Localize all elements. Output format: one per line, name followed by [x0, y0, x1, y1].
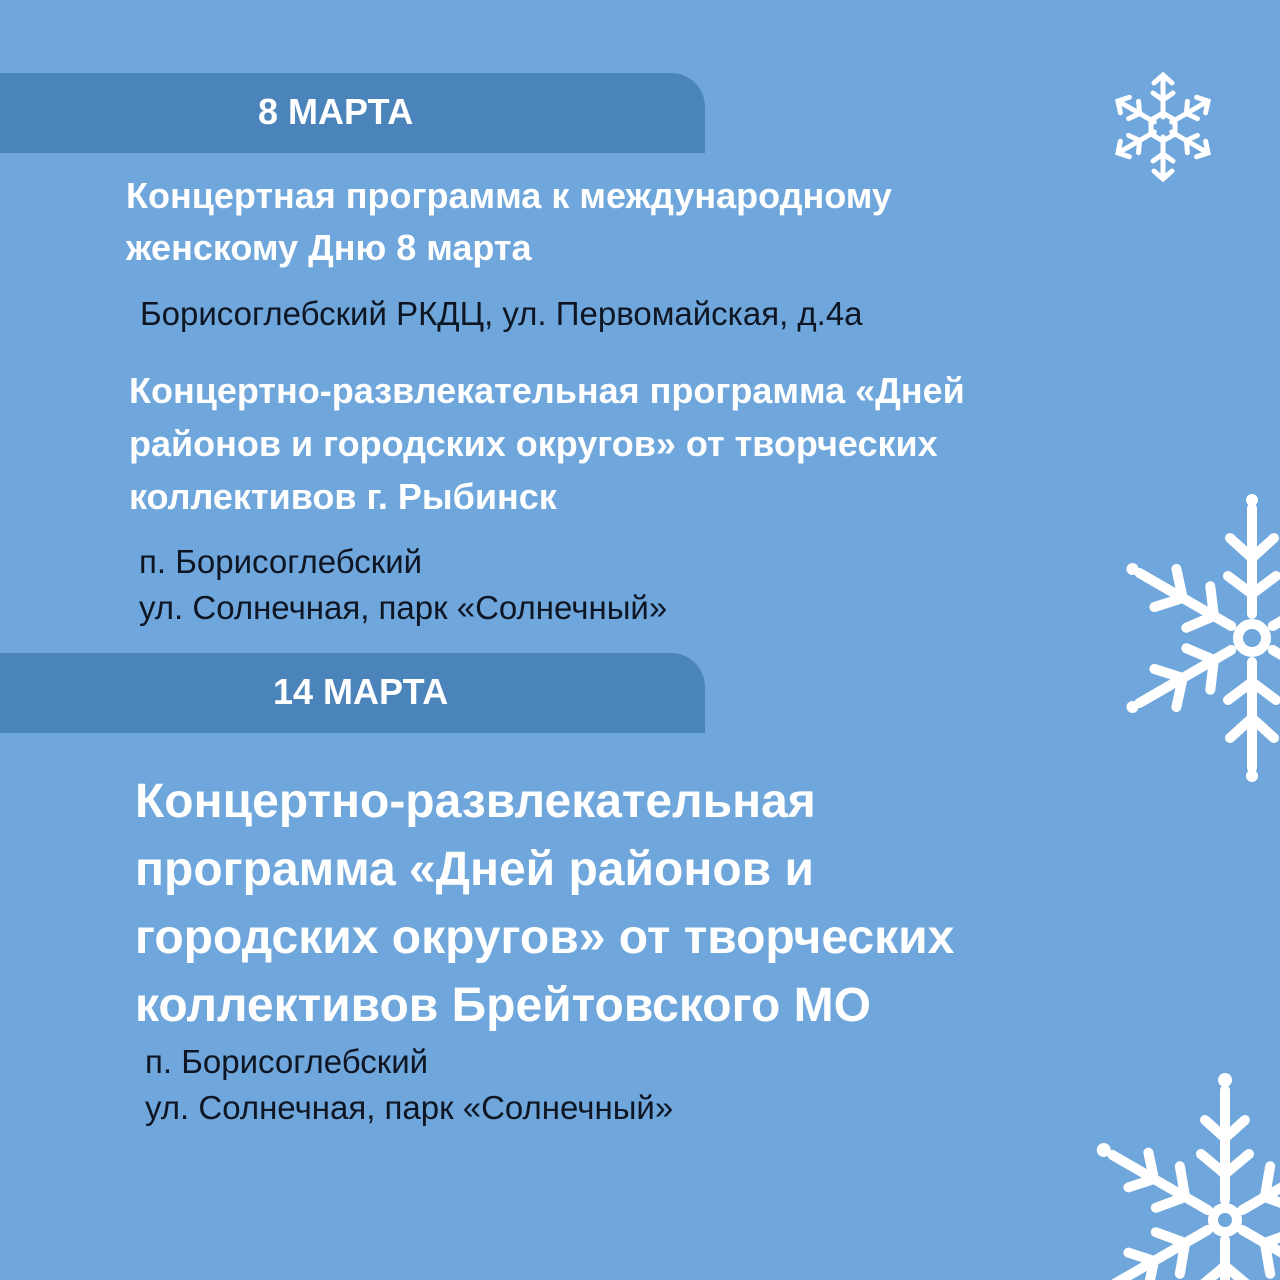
date-label: 8 МАРТА — [258, 91, 414, 132]
event-address — [145, 1039, 673, 1131]
event-title-line: коллективов Брейтовского МО — [135, 979, 871, 1032]
snowflake-icon — [1122, 488, 1280, 788]
snowflake-icon — [1100, 72, 1226, 182]
event-title-line: коллективов г. Рыбинск — [129, 476, 557, 517]
event-title-line: женскому Дню 8 марта — [126, 227, 532, 268]
date-banner-14-march — [0, 653, 705, 733]
event-address — [139, 539, 667, 631]
event-title — [129, 364, 965, 523]
event-title-line: Концертно-развлекательная программа «Дней — [129, 370, 965, 411]
event-title — [135, 768, 954, 1040]
event-address-line: Борисоглебский РКДЦ, ул. Первомайская, д.4а — [140, 295, 863, 332]
event-title-line: районов и городских округов» от творческих — [129, 423, 938, 464]
event-address-line: п. Борисоглебский — [139, 543, 423, 580]
event-title-line: Концертная программа к международному — [126, 175, 892, 216]
date-banner-8-march — [0, 73, 705, 153]
event-title — [126, 170, 892, 274]
snowflake-icon — [1080, 1070, 1280, 1280]
event-address-line: ул. Солнечная, парк «Солнечный» — [145, 1089, 674, 1126]
event-address — [140, 291, 863, 337]
event-address-line: п. Борисоглебский — [145, 1043, 429, 1080]
date-label: 14 МАРТА — [273, 671, 449, 712]
event-title-line: городских округов» от творческих — [135, 911, 955, 964]
event-title-line: программа «Дней районов и — [135, 843, 814, 896]
event-address-line: ул. Солнечная, парк «Солнечный» — [139, 589, 668, 626]
event-title-line: Концертно-развлекательная — [135, 775, 816, 828]
